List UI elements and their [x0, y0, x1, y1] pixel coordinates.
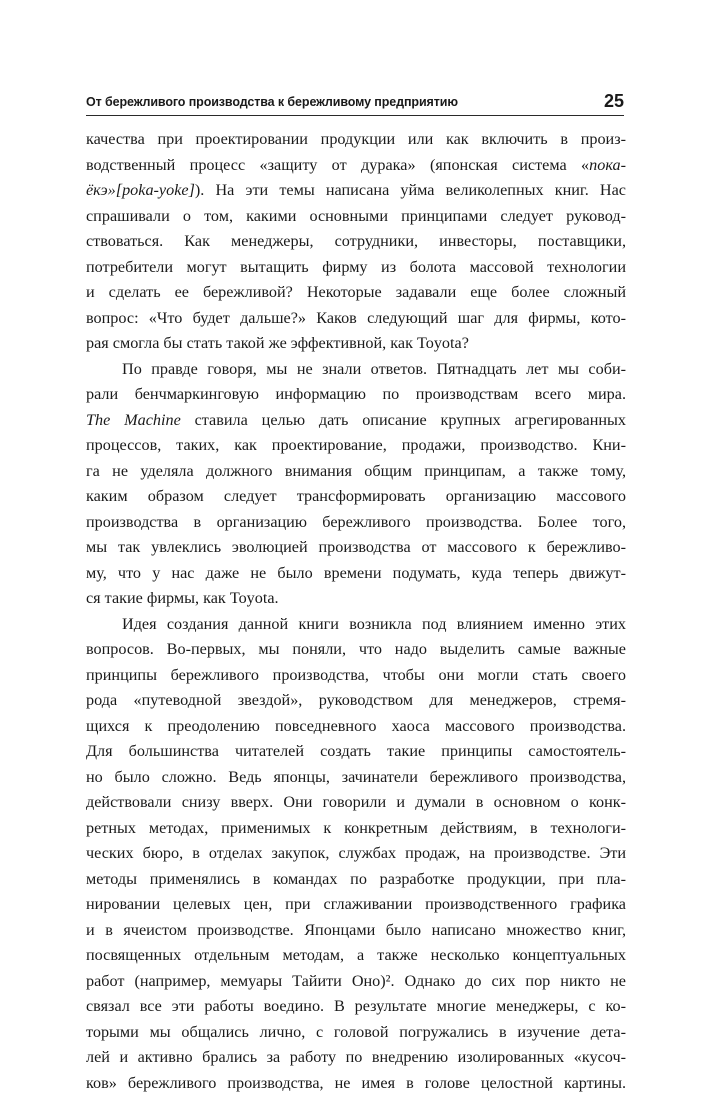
text-line: Для большинства читателей создать такие принципы самостоятель- [86, 739, 626, 765]
text-line: работ (например, мемуары Тайити Оно)². Однако до сих пор никто не [86, 969, 626, 995]
text-line [86, 178, 626, 204]
text-line: потребители могут вытащить фирму из болота массовой технологии [86, 255, 626, 281]
text-line: рая смогла бы стать такой же эффективной, как Toyota? [86, 331, 626, 357]
text-line [86, 153, 626, 179]
italic-text: ёкэ»[poka-yoke] [86, 181, 195, 199]
text-line: Идея создания данной книги возникла под влиянием именно этих [86, 612, 626, 638]
text-line: действовали снизу вверх. Они говорили и думали в основном о конк- [86, 790, 626, 816]
text-line [86, 408, 626, 434]
italic-text: The Machine [86, 411, 181, 429]
text-line: му, что у нас даже не было времени подумать, куда теперь движут- [86, 561, 626, 587]
text-line: но было сложно. Ведь японцы, зачинатели бережливого производства, [86, 765, 626, 791]
running-title: От бережливого производства к бережливому предприятию [86, 95, 458, 109]
text-line: ков» бережливого производства, не имея в голове целостной картины. [86, 1071, 626, 1096]
text-line: мы так увлеклись эволюцией производства от массового к бережливо- [86, 535, 626, 561]
running-head [86, 91, 624, 113]
text-line: По правде говоря, мы не знали ответов. Пятнадцать лет мы соби- [86, 357, 626, 383]
text-line: рали бенчмаркинговую информацию по производствам всего мира. [86, 382, 626, 408]
paragraph [86, 612, 626, 1096]
text-line: га не уделяла должного внимания общим принципам, а также тому, [86, 459, 626, 485]
text-run: ). На эти темы написана уйма великолепных книг. Нас [195, 181, 626, 199]
paragraph [86, 127, 626, 357]
text-line: посвященных отдельным методам, а также несколько концептуальных [86, 943, 626, 969]
text-line: вопрос: «Что будет дальше?» Каков следующий шаг для фирмы, кото- [86, 306, 626, 332]
text-line: ствоваться. Как менеджеры, сотрудники, инвесторы, поставщики, [86, 229, 626, 255]
text-line: торыми мы общались лично, с головой погружались в изучение дета- [86, 1020, 626, 1046]
text-line: и в ячеистом производстве. Японцами было написано множество книг, [86, 918, 626, 944]
text-run: водственный процесс «защиту от дурака» (японская система « [86, 156, 589, 174]
text-line: ретных методах, применимых к конкретным действиям, в технологи- [86, 816, 626, 842]
text-line: лей и активно брались за работу по внедрению изолированных «кусоч- [86, 1045, 626, 1071]
italic-text: пока- [589, 156, 626, 174]
text-line: рода «путеводной звездой», руководством для менеджеров, стремя- [86, 688, 626, 714]
text-line: ся такие фирмы, как Toyota. [86, 586, 626, 612]
text-line: и сделать ее бережливой? Некоторые задавали еще более сложный [86, 280, 626, 306]
text-line: процессов, таких, как проектирование, продажи, производство. Кни- [86, 433, 626, 459]
text-line: вопросов. Во-первых, мы поняли, что надо выделить самые важные [86, 637, 626, 663]
text-line: методы применялись в командах по разработке продукции, при пла- [86, 867, 626, 893]
text-line: ческих бюро, в отделах закупок, службах продаж, на производстве. Эти [86, 841, 626, 867]
page-number: 25 [604, 91, 624, 112]
text-line: производства в организацию бережливого производства. Более того, [86, 510, 626, 536]
text-line: щихся к преодолению повседневного хаоса массового производства. [86, 714, 626, 740]
text-line: каким образом следует трансформировать организацию массового [86, 484, 626, 510]
text-run: ставила целью дать описание крупных агрегированных [181, 411, 626, 429]
text-line: спрашивали о том, какими основными принципами следует руковод- [86, 204, 626, 230]
header-rule [86, 115, 624, 116]
text-line: связал все эти работы воедино. В результате многие менеджеры, с ко- [86, 994, 626, 1020]
text-line: качества при проектировании продукции или как включить в произ- [86, 127, 626, 153]
text-line: принципы бережливого производства, чтобы они могли стать своего [86, 663, 626, 689]
text-line: нировании целевых цен, при сглаживании производственного графика [86, 892, 626, 918]
paragraph [86, 357, 626, 612]
body-text [86, 127, 626, 1096]
